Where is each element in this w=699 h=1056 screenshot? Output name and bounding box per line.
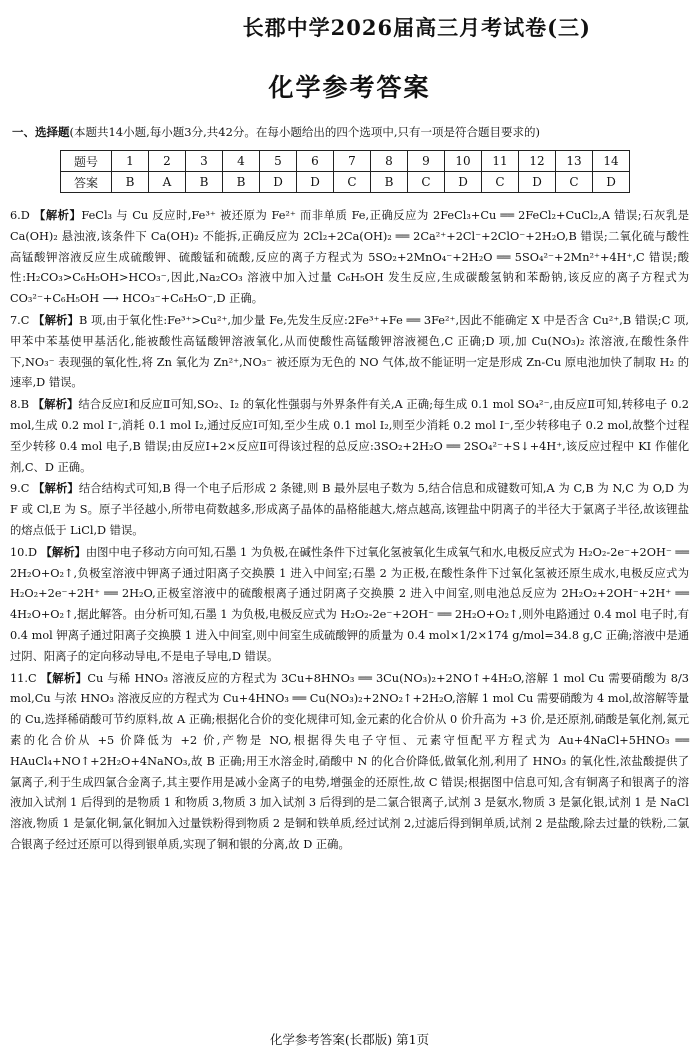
question-label: 6.D (10, 209, 34, 222)
question-number: 7 (334, 151, 371, 172)
answer-cell: B (223, 172, 260, 193)
question-number: 6 (297, 151, 334, 172)
question-number: 13 (556, 151, 593, 172)
explanation-text: 由图中电子移动方向可知,石墨 1 为负极,在碱性条件下过氧化氢被氧化生成氧气和水,电极反应式为 H₂O₂-2e⁻+2OH⁻ ══ 2H₂O+O₂↑,负极室溶液中钾离子通过阳离子交换膜 1 进入中间室;石墨 2 为正极,在酸性条件下过氧化氢被还原生成水,电极反应式为 H₂O₂+2e⁻+2H⁺ ══ 2H₂O,正极室溶液中的硫酸根离子通过阴离子交换膜 2 进入中间室,则电池总反应为 2H₂O₂+2OH⁻+2H⁺ ══ 4H₂O+O₂↑,据此解答。由分析可知,石墨 1 为负极,电极反应式为 H₂O₂-2e⁻+2OH⁻ ══ 2H₂O+O₂↑,则外电路通过 0.4 mol 电子时,有 0.4 mol 钾离子通过阳离子交换膜 1 进入中间室,则中间室生成硫酸钾的质量为 0.4 mol×1/2×174 g/mol=34.8 g,C 正确;溶液中是通过阴、阳离子的定向移动导电,不是电子导电,D 错误。 (10, 545, 689, 663)
analysis-tag: 【解析】 (40, 544, 86, 559)
explanation-text: 结合结构式可知,B 得一个电子后形成 2 条键,则 B 最外层电子数为 5,结合信息和成键数可知,A 为 C,B 为 N,C 为 O,D 为 F 或 Cl,E 为 S。原子半径越小,所带电荷数越多,形成离子晶体的晶格能越大,熔点越高,该锂盐中阴离子的半径大于氯离子半径,故该锂盐的熔点低于 LiCl,D 错误。 (10, 482, 689, 537)
question-number: 9 (408, 151, 445, 172)
row-label-number: 题号 (61, 151, 112, 172)
explanation-q11 (10, 668, 689, 856)
question-number: 8 (371, 151, 408, 172)
explanation-text: FeCl₃ 与 Cu 反应时,Fe³⁺ 被还原为 Fe²⁺ 而非单质 Fe,正确反应为 2FeCl₃+Cu ══ 2FeCl₂+CuCl₂,A 错误;石灰乳是 Ca(OH)₂ 悬浊液,该条件下 Ca(OH)₂ 不能拆,正确反应为 2Cl₂+2Ca(OH)₂ ══ 2Ca²⁺+2Cl⁻+2ClO⁻+2H₂O,B 错误;二氧化硫与酸性高锰酸钾溶液反应生成硫酸钾、硫酸锰和硫酸,反应的离子方程式为 5SO₂+2MnO₄⁻+2H₂O ══ 5SO₄²⁻+2Mn²⁺+4H⁺,C 错误;酸性:H₂CO₃>C₆H₅OH>HCO₃⁻,因此,Na₂CO₃ 溶液中加入过量 C₆H₅OH 发生反应,生成碳酸氢钠和苯酚钠,该反应的离子方程式为 CO₃²⁻+C₆H₅OH ⟶ HCO₃⁻+C₆H₅O⁻,D 正确。 (10, 209, 689, 306)
answer-cell: C (408, 172, 445, 193)
question-number: 4 (223, 151, 260, 172)
question-number: 12 (519, 151, 556, 172)
explanation-text: Cu 与稀 HNO₃ 溶液反应的方程式为 3Cu+8HNO₃ ══ 3Cu(NO₃)₂+2NO↑+4H₂O,溶解 1 mol Cu 需要硝酸为 8/3 mol,Cu 与浓 HNO₃ 溶液反应的方程式为 Cu+4HNO₃ ══ Cu(NO₃)₂+2NO₂↑+2H₂O,溶解 1 mol Cu 需要硝酸为 4 mol,故溶解等量的 Cu,选择稀硝酸可节约原料,故 A 正确;根据化合价的变化规律可知,金元素的化合价从 0 价升高为 +3 价,是还原剂,硝酸是氧化剂,氮元素的化合价从 +5 价降低为 +2 价,产物是 NO,根据得失电子守恒、元素守恒配平方程式为 Au+4NaCl+5HNO₃ ══ HAuCl₄+NO↑+2H₂O+4NaNO₃,故 B 正确;用王水溶金时,硝酸中 N 的化合价降低,做氧化剂,利用了 HNO₃ 的氧化性,浓盐酸提供了氯离子,利于生成四氯合金离子,其主要作用是减小金离子的电势,增强金的还原性,故 C 错误;根据图中信息可知,含有铜离子和银离子的溶液加入试剂 1 后得到的是物质 1 和物质 3,物质 3 加入试剂 3 后得到的是二氯合银离子,试剂 3 是氨水,物质 3 是氯化银,试剂 1 是 NaCl 溶液,物质 1 是氯化铜,氯化铜加入过量铁粉得到物质 2 是铜和铁单质,经过试剂 2,过滤后得到铜单质,试剂 2 是盐酸,除去过量的铁粉,二氯合银离子经过还原可以得到银单质,实现了铜和银的分离,故 D 正确。 (10, 671, 689, 851)
question-number: 3 (186, 151, 223, 172)
row-label-answer: 答案 (61, 172, 112, 193)
page-footer: 化学参考答案(长郡版) 第1页 (269, 1032, 430, 1047)
answer-table (60, 150, 630, 193)
question-number: 10 (445, 151, 482, 172)
question-label: 11.C (10, 671, 41, 685)
explanation-q6 (10, 205, 689, 310)
exam-header-title: 长郡中学2026届高三月考试卷(三) (242, 15, 591, 40)
question-label: 10.D (10, 545, 41, 559)
answer-cell: D (519, 172, 556, 193)
section-heading (12, 124, 689, 140)
explanation-text: 结合反应Ⅰ和反应Ⅱ可知,SO₂、I₂ 的氧化性强弱与外界条件有关,A 正确;每生成 0.1 mol SO₄²⁻,由反应Ⅱ可知,转移电子 0.2 mol,生成 0.2 mol I⁻,消耗 0.1 mol I₂,通过反应Ⅰ可知,至少生成 0.1 mol I₂,则至少消耗 0.2 mol I⁻,至少转移电子 0.2 mol,故整个过程至少转移 0.4 mol 电子,B 错误;由反应Ⅰ+2×反应Ⅱ可得该过程的总反应:3SO₂+2H₂O ══ 2SO₄²⁻+S↓+4H⁺,该反应过程中 KI 作催化剂,C、D 正确。 (10, 398, 689, 474)
question-number: 2 (149, 151, 186, 172)
question-label: 9.C (10, 482, 34, 496)
answer-cell: D (593, 172, 630, 193)
answer-cell: B (186, 172, 223, 193)
answer-table-answer-row (61, 172, 630, 193)
explanation-text: B 项,由于氧化性:Fe³⁺>Cu²⁺,加少量 Fe,先发生反应:2Fe³⁺+Fe ══ 3Fe²⁺,因此不能确定 X 中是否含 Cu²⁺,B 错误;C 项,甲苯中苯基使甲基活化,能被酸性高锰酸钾溶液氧化,从而使酸性高锰酸钾溶液褪色,C 正确;D 项,加 Cu(NO₃)₂ 浓溶液,在酸性条件下,NO₃⁻ 表现强的氧化性,将 Zn 氧化为 Zn²⁺,NO₃⁻ 被还原为无色的 NO 气体,故不能证明一定是形成 Zn-Cu 原电池加快了制取 H₂ 的速率,D 错误。 (10, 313, 689, 390)
answer-cell: C (556, 172, 593, 193)
analysis-tag: 【解析】 (33, 481, 79, 496)
explanation-q8 (10, 394, 689, 478)
answer-cell: D (260, 172, 297, 193)
answer-cell: D (297, 172, 334, 193)
question-label: 7.C (10, 313, 34, 327)
answer-cell: D (445, 172, 482, 193)
explanation-q9 (10, 478, 689, 541)
question-number: 11 (482, 151, 519, 172)
answer-cell: B (112, 172, 149, 193)
explanation-q7 (10, 310, 689, 394)
question-number: 5 (260, 151, 297, 172)
answer-cell: C (482, 172, 519, 193)
explanations (10, 205, 689, 856)
question-number: 1 (112, 151, 149, 172)
answer-table-number-row (61, 151, 630, 172)
explanation-q10 (10, 542, 689, 668)
analysis-tag: 【解析】 (40, 670, 88, 685)
question-label: 8.B (10, 398, 33, 412)
answer-cell: C (334, 172, 371, 193)
section-instructions: (本题共14小题,每小题3分,共42分。在每小题给出的四个选项中,只有一项是符合题目要求的) (69, 125, 541, 139)
analysis-tag: 【解析】 (33, 208, 82, 222)
analysis-tag: 【解析】 (32, 397, 79, 412)
analysis-tag: 【解析】 (33, 312, 79, 327)
question-number: 14 (593, 151, 630, 172)
answer-cell: A (149, 172, 186, 193)
section-label: 一、选择题 (12, 125, 70, 139)
answer-key-title: 化学参考答案 (268, 73, 431, 102)
answer-cell: B (371, 172, 408, 193)
